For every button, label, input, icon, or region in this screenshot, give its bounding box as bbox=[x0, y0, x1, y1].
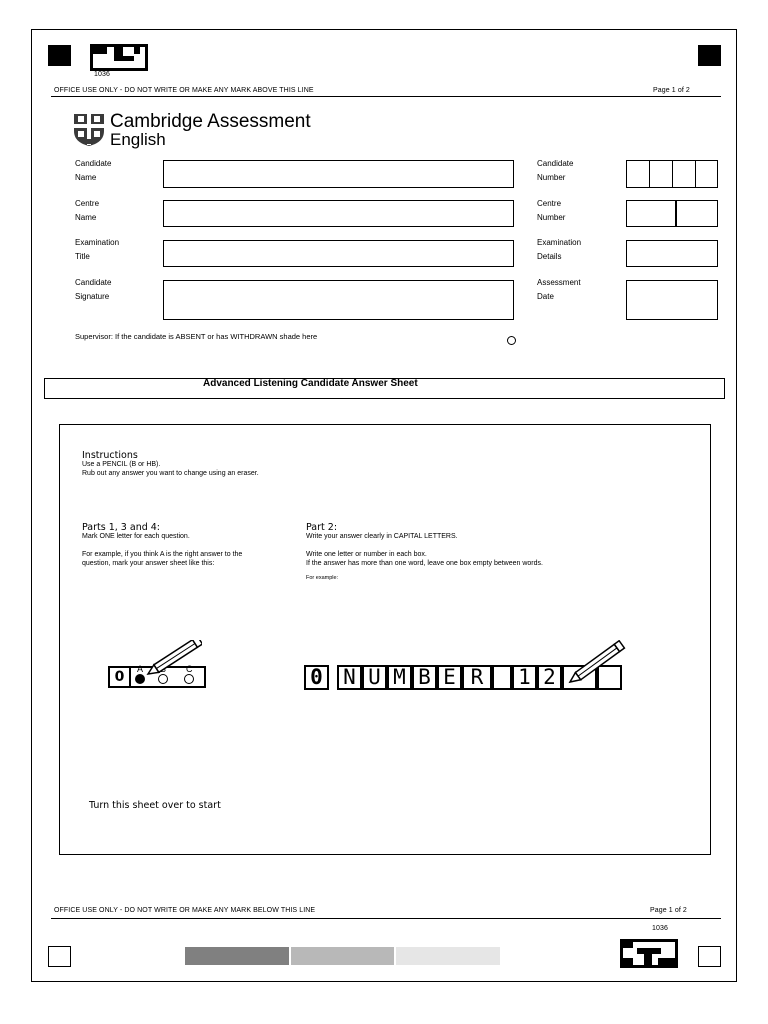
digit-divider bbox=[695, 161, 696, 187]
shade-calibration-light bbox=[396, 947, 500, 965]
examination-title-label: Examination Title bbox=[75, 238, 120, 261]
corner-mark-top-right bbox=[698, 45, 721, 66]
option-c-letter: C bbox=[186, 664, 193, 674]
candidate-number-label: Candidate Number bbox=[537, 159, 574, 182]
header-rule bbox=[51, 96, 721, 97]
parts-134-line3: question, mark your answer sheet like this: bbox=[82, 560, 215, 567]
digit-divider bbox=[649, 161, 650, 187]
answer-cell: 2 bbox=[537, 665, 562, 690]
examination-details-field[interactable] bbox=[626, 240, 718, 267]
brand-name: Cambridge Assessment bbox=[110, 111, 311, 132]
answer-cell bbox=[492, 665, 512, 690]
answer-cell: 1 bbox=[512, 665, 537, 690]
centre-number-field[interactable] bbox=[626, 200, 718, 227]
candidate-number-field[interactable] bbox=[626, 160, 718, 188]
assessment-date-label: Assessment Date bbox=[537, 278, 581, 301]
candidate-signature-label: Candidate Signature bbox=[75, 278, 112, 301]
corner-mark-bottom-left bbox=[48, 946, 71, 967]
part-2-heading: Part 2: bbox=[306, 522, 338, 533]
centre-name-label: Centre Name bbox=[75, 199, 100, 222]
part-2-example-label: For example: bbox=[306, 575, 339, 581]
answer-cell: R bbox=[462, 665, 492, 690]
office-use-notice-bottom: OFFICE USE ONLY - DO NOT WRITE OR MAKE ANY MARK BELOW THIS LINE bbox=[54, 907, 316, 914]
answer-cell: E bbox=[437, 665, 462, 690]
corner-mark-top-left bbox=[48, 45, 71, 66]
answer-cell: N bbox=[337, 665, 362, 690]
office-use-notice-top: OFFICE USE ONLY - DO NOT WRITE OR MAKE ANY MARK ABOVE THIS LINE bbox=[54, 87, 314, 94]
cambridge-crest-logo bbox=[73, 113, 105, 147]
sheet-code-label-bottom: 1036 bbox=[652, 925, 668, 932]
candidate-name-label: Candidate Name bbox=[75, 159, 112, 182]
answer-cell: B bbox=[412, 665, 437, 690]
instructions-eraser: Rub out any answer you want to change using an eraser. bbox=[82, 470, 259, 477]
footer-rule bbox=[51, 918, 721, 919]
brand-sub: English bbox=[110, 130, 166, 149]
examination-title-field[interactable] bbox=[163, 240, 514, 267]
centre-number-label: Centre Number bbox=[537, 199, 566, 222]
pencil-icon bbox=[562, 640, 626, 688]
option-a-letter: A bbox=[137, 664, 144, 674]
corner-mark-bottom-right bbox=[698, 946, 721, 967]
shade-calibration-dark bbox=[185, 947, 289, 965]
examination-details-label: Examination Details bbox=[537, 238, 582, 261]
page-number-top: Page 1 of 2 bbox=[653, 87, 690, 94]
sheet-code-label: 1036 bbox=[94, 71, 110, 78]
sheet-title: Advanced Listening Candidate Answer Sheet bbox=[203, 378, 418, 389]
example-number-box: 0 bbox=[304, 665, 329, 690]
candidate-signature-field[interactable] bbox=[163, 280, 514, 320]
part-2-line2: Write one letter or number in each box. bbox=[306, 551, 427, 558]
answer-cell: U bbox=[362, 665, 387, 690]
pencil-icon bbox=[138, 640, 202, 680]
part-2-line3: If the answer has more than one word, leave one box empty between words. bbox=[306, 560, 543, 567]
candidate-name-field[interactable] bbox=[163, 160, 514, 188]
sheet-code-mark-bottom bbox=[620, 939, 678, 968]
part-2-line1: Write your answer clearly in CAPITAL LETTERS. bbox=[306, 533, 458, 540]
shade-calibration-mid bbox=[291, 947, 394, 965]
example-number-box: 0 bbox=[108, 666, 131, 688]
instructions-heading: Instructions bbox=[82, 450, 138, 461]
instructions-pencil: Use a PENCIL (B or HB). bbox=[82, 461, 161, 468]
assessment-date-field[interactable] bbox=[626, 280, 718, 320]
absent-withdrawn-bubble[interactable] bbox=[507, 336, 516, 345]
turn-over-note: Turn this sheet over to start bbox=[89, 800, 221, 811]
sheet-code-mark-top bbox=[90, 44, 148, 71]
parts-134-line2: For example, if you think A is the right answer to the bbox=[82, 551, 243, 558]
supervisor-note: Supervisor: If the candidate is ABSENT or has WITHDRAWN shade here bbox=[75, 332, 318, 341]
answer-cell: M bbox=[387, 665, 412, 690]
centre-name-field[interactable] bbox=[163, 200, 514, 227]
digit-divider bbox=[672, 161, 673, 187]
parts-134-line1: Mark ONE letter for each question. bbox=[82, 533, 190, 540]
parts-134-heading: Parts 1, 3 and 4: bbox=[82, 522, 161, 533]
page-number-bottom: Page 1 of 2 bbox=[650, 907, 687, 914]
digit-divider bbox=[675, 201, 677, 226]
